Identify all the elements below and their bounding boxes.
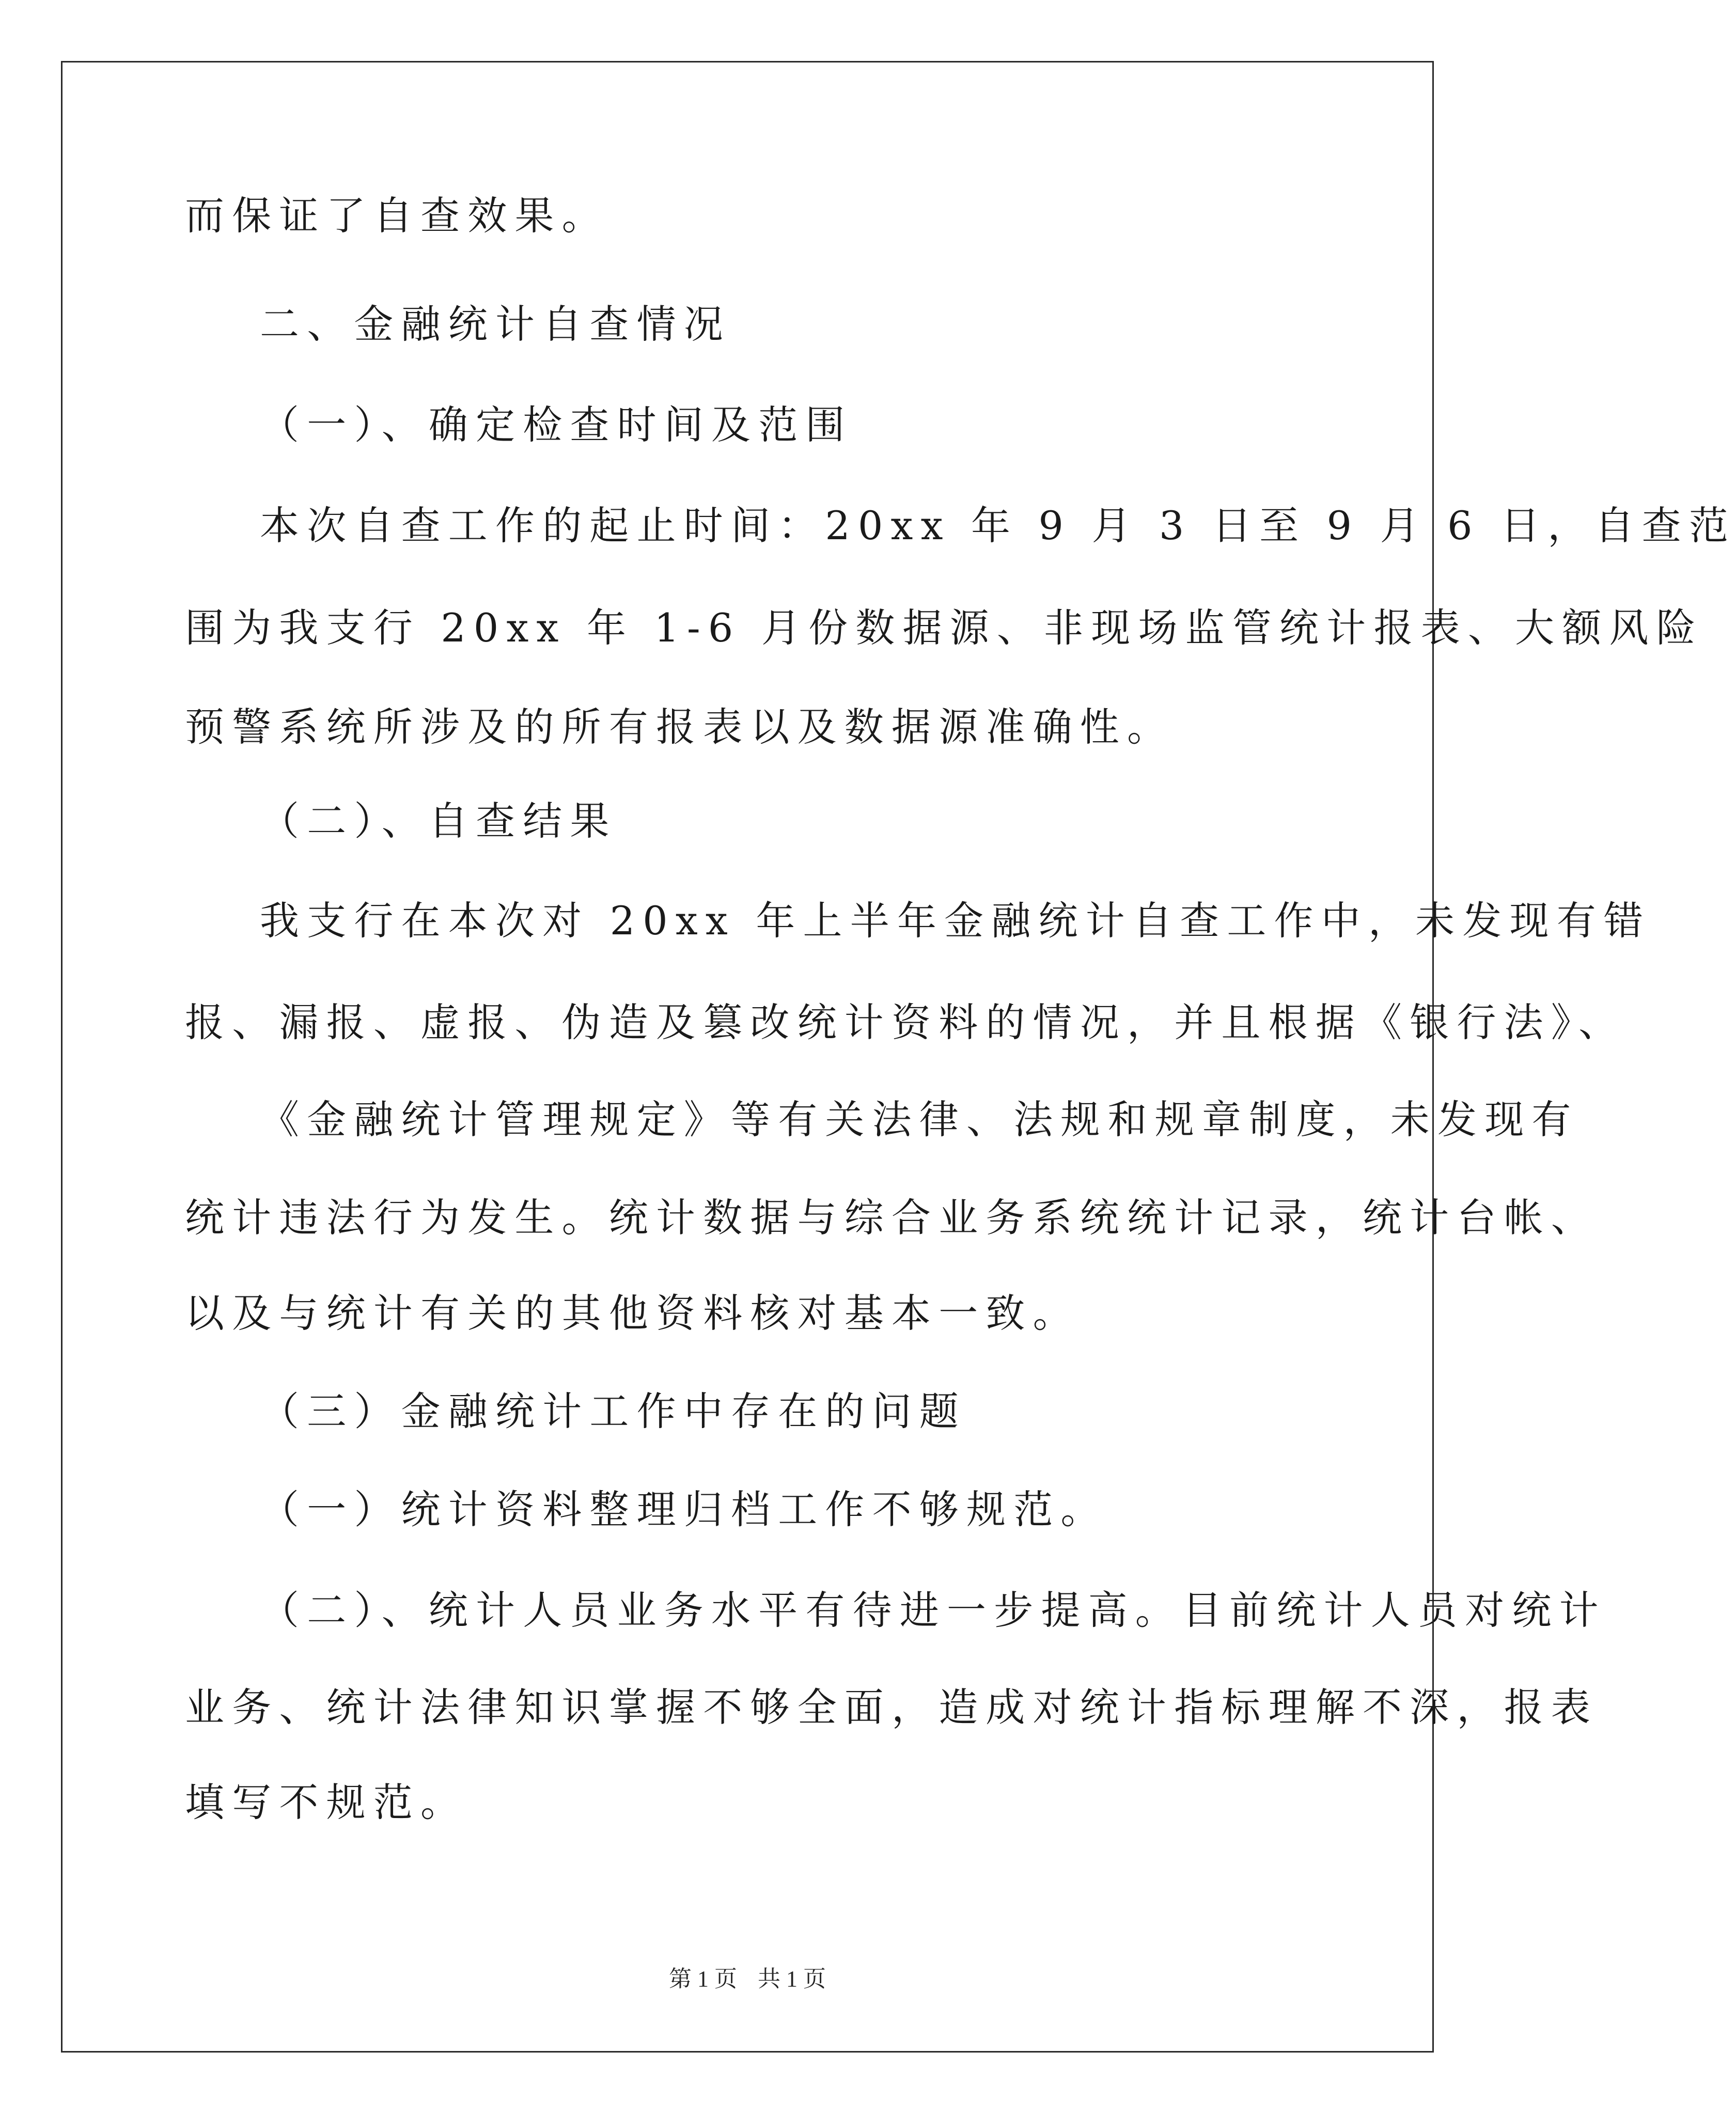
subsection-heading: （三）金融统计工作中存在的问题 (260, 1388, 966, 1434)
paragraph-line: （二）、统计人员业务水平有待进一步提高。目前统计人员对统计 (260, 1587, 1606, 1633)
paragraph-line: 以及与统计有关的其他资料核对基本一致。 (185, 1290, 1080, 1336)
page-total: 共 1 页 (758, 1966, 826, 1992)
paragraph-line: 业务、统计法律知识掌握不够全面，造成对统计指标理解不深，报表 (185, 1684, 1598, 1730)
page-number: 第 1 页 (669, 1966, 737, 1992)
paragraph-line: 《金融统计管理规定》等有关法律、法规和规章制度，未发现有 (260, 1097, 1579, 1142)
paragraph-line: 报、漏报、虚报、伪造及篡改统计资料的情况，并且根据《银行法》、 (185, 999, 1626, 1045)
paragraph-line: 我支行在本次对 20xx 年上半年金融统计自查工作中，未发现有错 (260, 898, 1651, 944)
subsection-heading: （二）、自查结果 (260, 798, 617, 844)
page-border (61, 61, 1434, 2053)
paragraph-line: 预警系统所涉及的所有报表以及数据源准确性。 (185, 704, 1175, 750)
subsection-heading: （一）、确定检查时间及范围 (260, 402, 853, 448)
paragraph-line: （一）统计资料整理归档工作不够规范。 (260, 1486, 1108, 1532)
section-heading: 二、金融统计自查情况 (260, 301, 731, 347)
paragraph-line: 统计违法行为发生。统计数据与综合业务系统统计记录，统计台帐、 (185, 1195, 1598, 1241)
paragraph-line: 填写不规范。 (185, 1779, 468, 1825)
paragraph-line: 本次自查工作的起止时间：20xx 年 9 月 3 日至 9 月 6 日，自查范 (260, 503, 1736, 549)
paragraph-line: 围为我支行 20xx 年 1-6 月份数据源、非现场监管统计报表、大额风险 (185, 605, 1703, 651)
text-line: 而保证了自查效果。 (185, 193, 609, 239)
page-footer (0, 1960, 1495, 1993)
